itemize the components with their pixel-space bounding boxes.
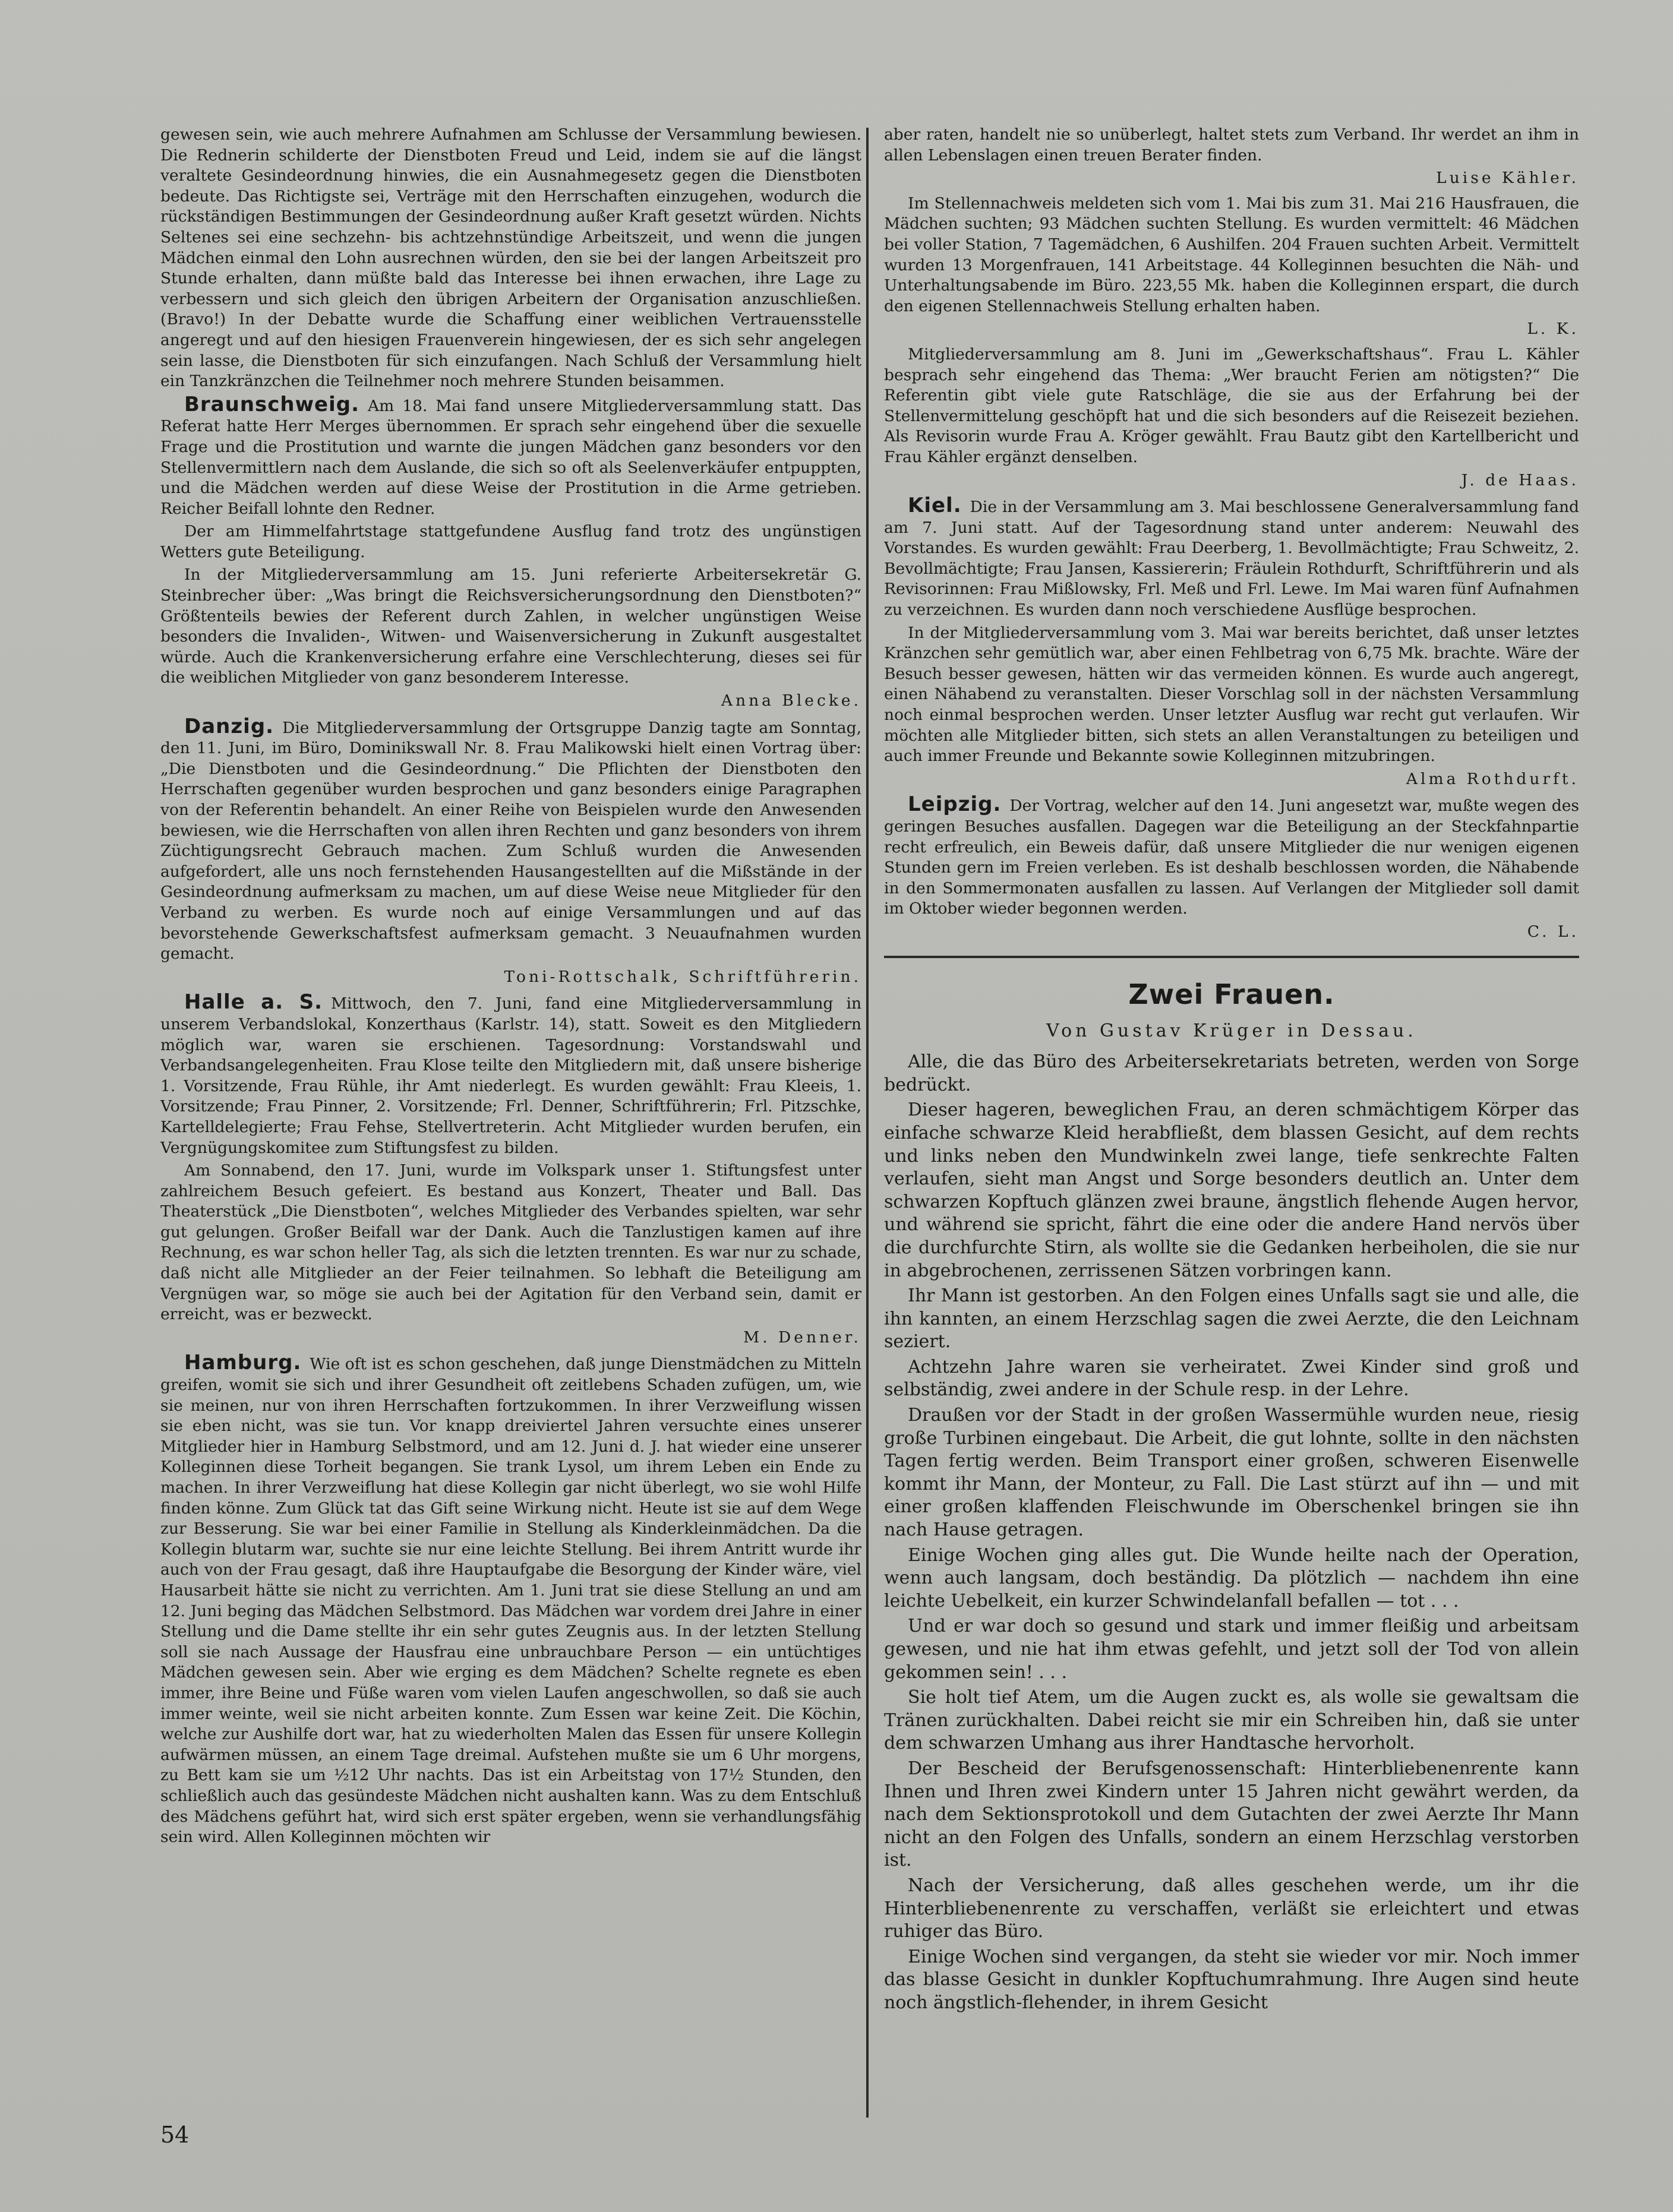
danzig-text: Die Mitgliederversammlung der Ortsgruppe Danzig tagte am Sonntag, den 11. Juni, im Büro, Dominikswall Nr. 8. Frau Malikowski hielt einen Vortrag über: „Die Dienstboten und die Gesindeordnung.“ Die Pflichten der Dienstboten den Herrschaften gegenüber wurden besprochen und ganz besonders einige Paragraphen von der Referentin behandelt. An einer Reihe von Beispielen wurde den Anwesenden bewiesen, wie die Herrschaften von allen ihren Rechten und ganz besonders von ihrem Züchtigungsrecht Gebrauch machen. Zum Schluß wurden die Anwesenden aufgefordert, alle uns noch fernstehenden Hausangestellten auf die Mißstände in der Gesindeordnung aufmerksam zu machen, um auf diese Weise neue Mitglieder für den Verband zu werben. Es wurde noch auf einige Versammlungen und auf das bevorstehende Gewerkschaftsfest aufmerksam gemacht. 3 Neuaufnahmen wurden gemacht. — [160, 718, 861, 963]
section-divider — [884, 956, 1579, 958]
braunschweig-paragraph-3: In der Mitgliederversammlung am 15. Juni referierte Arbeitersekretär G. Steinbrecher über: „Was bringt die Reichsversicherungsordnung den Dienstboten?“ Größtenteils bewies der Referent durch Zahlen, in welcher ungünstigen Weise besonders die Invaliden-, Witwen- und Waisenversicherung in Zukunft ausgestaltet würde. Auch die Krankenversicherung erfahre eine Verschlechterung, dieses sei für die weiblichen Mitglieder von ganz besonderem Interesse. — [160, 565, 861, 687]
article-title: Zwei Frauen. — [1128, 978, 1335, 1010]
halle-text: Mittwoch, den 7. Juni, fand eine Mitgliederversammlung in unserem Verbandslokal, Konzerthaus (Karlstr. 14), statt. Soweit es den Mitgliedern möglich war, waren sie erschienen. Tagesordnung: Vorstandswahl und Verbandsangelegenheiten. Frau Klose teilte den Mitgliedern mit, daß unsere bisherige 1. Vorsitzende, Frau Rühle, ihr Amt niederlegt. Es wurden gewählt: Frau Kleeis, 1. Vorsitzende; Frau Pinner, 2. Vorsitzende; Frl. Denner, Schriftführerin; Frl. Pitzschke, Kartelldelegierte; Frau Fehse, Stellvertreterin. Acht Mitglieder wurden berufen, ein Vergnügungskomitee zum Stiftungsfest zu bilden. — [160, 994, 861, 1157]
article-paragraph: Draußen vor der Stadt in der großen Wassermühle wurden neue, riesig große Turbinen eingebaut. Die Arbeit, die gut lohnte, sollte in den nächsten Tagen fertig werden. Beim Transport einer großen, schweren Eisenwelle kommt ihr Mann, der Monteur, zu Fall. Die Last stürzt auf ihn — und mit einer großen klaffenden Fleischwunde im Oberschenkel bringen sie ihn nach Hause getragen. — [884, 1405, 1579, 1541]
article-paragraph: Ihr Mann ist gestorben. An den Folgen eines Unfalls sagt sie und alle, die ihn kannten, an einem Herzschlag sagen die zwei Aerzte, die den Leichnam seziert. — [884, 1285, 1579, 1353]
hamburg-text: Wie oft ist es schon geschehen, daß junge Dienstmädchen zu Mitteln greifen, womit sie sich und ihrer Gesundheit oft zeitlebens Schaden zufügen, um, wie sie meinen, nur von ihren Herrschaften fortzukommen. In ihrer Verzweiflung wissen sie eben nicht, was sie tun. Vor knapp dreiviertel Jahren versuchte eines unserer Mitglieder hier in Hamburg Selbstmord, und am 12. Juni d. J. hat wieder eine unserer Kolleginnen diese Torheit begangen. Sie trank Lysol, um ihrem Leben ein Ende zu machen. In ihrer Verzweiflung hat diese Kollegin gar nicht überlegt, wo sie wohl Hilfe finden könne. Zum Glück tat das Gift seine Wirkung nicht. Heute ist sie auf dem Wege zur Besserung. Sie war bei einer Familie in Stellung als Kinderkleinmädchen. Da die Kollegin blutarm war, suchte sie nur eine leichte Stellung. Bei ihrem Antritt wurde ihr auch von der Frau gesagt, daß ihre Hauptaufgabe die Besorgung der Kinder wäre, viel Hausarbeit hätte sie nicht zu verrichten. Am 1. Juni trat sie diese Stellung an und am 12. Juni beging das Mädchen Selbstmord. Das Mädchen war vordem drei Jahre in einer Stellung und die Dame stellte ihr ein sehr gutes Zeugnis aus. In der letzten Stellung soll sie nach Aussage der Hausfrau eine unbrauchbare Person — ein untüchtiges Mädchen gewesen sein. Aber wie erging es dem Mädchen? Schelte regnete es eben immer, ihre Beine und Füße waren vom vielen Laufen angeschwollen, so daß sie auch immer weinte, weil sie nicht arbeiten konnte. Zum Essen war keine Zeit. Die Köchin, welche zur Aushilfe dort war, hat zu wiederholten Malen das Essen für unsere Kollegin aufwärmen müssen, an einem Tage dreimal. Aufstehen mußte sie um 6 Uhr morgens, zu Bett kam sie um ½12 Uhr nachts. Das ist ein Arbeitstag von 17½ Stunden, den schließlich auch das gesündeste Mädchen nicht aushalten kann. Was zu dem Entschluß des Mädchens geführt hat, wird sich erst später ergeben, wenn sie verhandlungsfähig sein wird. Allen Kolleginnen möchten wir — [160, 1355, 861, 1847]
column-divider — [866, 128, 869, 2118]
kiel-text: Die in der Versammlung am 3. Mai beschlossene Generalversammlung fand am 7. Juni statt. Auf der Tagesordnung stand unter anderem: Neuwahl des Vorstandes. Es wurden gewählt: Frau Deerberg, 1. Bevollmächtigte; Frau Schweitz, 2. Bevollmächtigte; Frau Jansen, Kassiererin; Fräulein Rothdurft, Schriftführerin und als Revisorinnen: Frau Mißlowsky, Frl. Meß und Frl. Lewe. Im Mai waren fünf Aufnahmen zu verzeichnen. Es wurden dann noch verschiedene Ausflüge besprochen. — [884, 498, 1579, 620]
braunschweig-paragraph-2: Der am Himmelfahrtstage stattgefundene Ausflug fand trotz des ungünstigen Wetters gute Beteiligung. — [160, 522, 861, 561]
article-paragraph: Einige Wochen ging alles gut. Die Wunde heilte nach der Operation, wenn auch langsam, doch beständig. Da plötzlich — nachdem ihn eine leichte Uebelkeit, ein kurzer Schwindelanfall befallen — tot . . . — [884, 1544, 1579, 1611]
article-zwei-frauen — [884, 978, 1579, 2015]
hamburg-continued: aber raten, handelt nie so unüberlegt, haltet stets zum Verband. Ihr werdet an ihm in allen Lebenslagen einen treuen Berater finden. — [884, 125, 1579, 165]
city-heading-leipzig: Leipzig. — [908, 792, 1002, 817]
article-paragraph: Alle, die das Büro des Arbeitersekretariats betreten, werden von Sorge bedrückt. — [884, 1051, 1579, 1095]
article-paragraph: Sie holt tief Atem, um die Augen zuckt es, als wolle sie gewaltsam die Tränen zurückhalten. Dabei reicht sie mir ein Schreiben hin, daß sie unter dem schwarzen Umhang aus ihrer Handtasche hervorholt. — [884, 1687, 1579, 1754]
hamburg-signature: Luise Kähler. — [1436, 169, 1579, 188]
article-paragraph: Und er war doch so gesund und stark und immer fleißig und arbeitsam gewesen, und nie hat ihm etwas gefehlt, und jetzt soll der Tod von allein gekommen sein! . . . — [884, 1616, 1579, 1683]
stellennachweis-paragraph: Im Stellennachweis meldeten sich vom 1. Mai bis zum 31. Mai 216 Hausfrauen, die Mädchen suchten; 93 Mädchen suchten Stellung. Es wurden vermittelt: 46 Mädchen bei voller Station, 7 Tagemädchen, 6 Aushilfen. 204 Frauen suchten Arbeit. Vermittelt wurden 13 Morgenfrauen, 141 Arbeitstage. 44 Kolleginnen besuchten die Näh- und Unterhaltungsabende im Büro. 223,55 Mk. haben die Kolleginnen erspart, die durch den eigenen Stellennachweis Stellung erhalten haben. — [884, 194, 1579, 315]
kiel-signature: Alma Rothdurft. — [1406, 769, 1579, 788]
braunschweig-report — [160, 394, 861, 520]
city-heading-kiel: Kiel. — [908, 494, 962, 518]
halle-report — [160, 992, 861, 1158]
braunschweig-text: Am 18. Mai fand unsere Mitgliederversammlung statt. Das Referat hatte Herr Merges übernommen. Er sprach sehr eingehend über die sexuelle Frage und die Prostitution und warnte die jungen Mädchen ganz besonders vor den Stellenvermittlern nach dem Auslande, die sich so oft als Seelenverkäufer entpuppten, und die Mädchen werden auf diese Weise der Prostitution in die Arme getrieben. Reicher Beifall lohnte den Redner. — [160, 396, 861, 518]
intro-paragraph: gewesen sein, wie auch mehrere Aufnahmen am Schlusse der Versammlung bewiesen. Die Rednerin schilderte der Dienstboten Freud und Leid, indem sie auf die längst veraltete Gesindeordnung hinwies, die ein Ausnahmegesetz gegen die Dienstboten bedeute. Das Richtigste sei, Verträge mit den Herrschaften einzugehen, wodurch die rückständigen Bestimmungen der Gesindeordnung außer Kraft gesetzt würden. Nichts Seltenes sei eine sechzehn- bis achtzehnstündige Arbeitszeit, und wenn die jungen Mädchen einmal den Lohn ausrechnen würden, den sie bei der langen Arbeitszeit pro Stunde erhalten, dann müßte bald das Interesse bei ihnen erwachen, ihre Lage zu verbessern und sich gleich den übrigen Arbeitern der Organisation anzuschließen. (Bravo!) In der Debatte wurde die Schaffung einer weiblichen Vertrauensstelle angeregt und auf den hiesigen Frauenverein hingewiesen, der es sich sehr angelegen sein lasse, die Dienstboten für sich einzufangen. Nach Schluß der Versammlung hielt ein Tanzkränzchen die Teilnehmer noch mehrere Stunden beisammen. — [160, 125, 861, 391]
stellennachweis-signature: L. K. — [1527, 320, 1579, 339]
danzig-signature: Toni-Rottschalk, Schriftführerin. — [504, 967, 861, 986]
halle-paragraph-2: Am Sonnabend, den 17. Juni, wurde im Volkspark unser 1. Stiftungsfest unter zahlreichem Besuch gefeiert. Es bestand aus Konzert, Theater und Ball. Das Theaterstück „Die Dienstboten“, welches Mitglieder des Verbandes spielten, war sehr gut gelungen. Großer Beifall war der Dank. Auch die Tanzlustigen kamen auf ihre Rechnung, es war schon heller Tag, als sich die letzten trennten. Es war nur zu schade, daß nicht alle Mitglieder an der Feier teilnahmen. So lebhaft die Beteiligung am Vergnügen war, so möge sie auch bei der Agitation für den Verband sein, damit er erreicht, was er bezweckt. — [160, 1161, 861, 1324]
city-heading-danzig: Danzig. — [184, 714, 274, 738]
leipzig-report — [884, 794, 1579, 919]
kiel-paragraph-2: In der Mitgliederversammlung vom 3. Mai war bereits berichtet, daß unser letztes Kränzchen sehr gemütlich war, aber einen Fehlbetrag von 6,75 Mk. brachte. Wäre der Besuch besser gewesen, hätten wir das vermeiden können. Es wurde auch angeregt, einen Nähabend zu veranstalten. Dieser Vorschlag soll in der nächsten Versammlung noch einmal besprochen werden. Unser letzter Ausflug war recht gut verlaufen. Wir möchten alle Mitglieder bitten, sich stets an allen Veranstaltungen zu beteiligen und auch immer Freunde und Bekannte sowie Kolleginnen mitzubringen. — [884, 623, 1579, 766]
article-paragraph: Einige Wochen sind vergangen, da steht sie wieder vor mir. Noch immer das blasse Gesicht in dunkler Kopftuchumrahmung. Ihre Augen sind heute noch ängstlich-flehender, in ihrem Gesicht — [884, 1946, 1579, 2013]
leipzig-signature: C. L. — [1527, 922, 1579, 941]
mitgliederversammlung-paragraph: Mitgliederversammlung am 8. Juni im „Gewerkschaftshaus“. Frau L. Kähler besprach sehr eingehend das Thema: „Wer braucht Ferien am nötigsten?“ Die Referentin gibt viele gute Ratschläge, die sie aus der Erfahrung bei der Stellenvermittelung geschöpft hat und die sich besonders auf die Reisezeit beziehen. Als Revisorin wurde Frau A. Kröger gewählt. Frau Bautz gibt den Kartellbericht und Frau Kähler ergänzt denselben. — [884, 345, 1579, 466]
braunschweig-signature: Anna Blecke. — [721, 691, 861, 710]
leipzig-text: Der Vortrag, welcher auf den 14. Juni angesetzt war, mußte wegen des geringen Besuches ausfallen. Dagegen war die Beteiligung an der Steckfahnpartie recht erfreulich, ein Beweis dafür, daß unsere Mitglieder die nur wenigen eigenen Stunden gern im Freien verleben. Es ist deshalb beschlossen worden, die Nähabende in den Sommermonaten ausfallen zu lassen. Auf Verlangen der Mitglieder soll damit im Oktober wieder begonnen werden. — [884, 797, 1579, 918]
right-column — [884, 125, 1579, 2121]
halle-signature: M. Denner. — [743, 1328, 861, 1347]
kiel-report — [884, 495, 1579, 621]
danzig-report — [160, 716, 861, 965]
article-paragraph: Achtzehn Jahre waren sie verheiratet. Zwei Kinder sind groß und selbständig, zwei andere in der Schule resp. in der Lehre. — [884, 1356, 1579, 1401]
hamburg-report — [160, 1353, 861, 1847]
article-paragraph: Nach der Versicherung, daß alles geschehen werde, um ihr die Hinterbliebenenrente zu verschaffen, verläßt sie erleichtert und etwas ruhiger das Büro. — [884, 1875, 1579, 1942]
city-heading-braunschweig: Braunschweig. — [184, 392, 360, 416]
city-heading-halle: Halle a. S. — [184, 990, 323, 1015]
article-paragraph: Dieser hageren, beweglichen Frau, an deren schmächtigem Körper das einfache schwarze Kleid herabfließt, dem blassen Gesicht, auf dem rechts und links neben den Mundwinkeln zwei lange, tiefe senkrechte Falten verlaufen, sieht man Angst und Sorge besonders deutlich an. Unter dem schwarzen Kopftuch glänzen zwei braune, ängstlich flehende Augen hervor, und während sie spricht, fährt die eine oder die andere Hand nervös über die durchfurchte Stirn, als wollte sie die Gedanken herbeiholen, die sie nur in abgebrochenen, zerrissenen Sätzen vorbringen kann. — [884, 1099, 1579, 1281]
city-heading-hamburg: Hamburg. — [184, 1351, 302, 1375]
article-byline: Von Gustav Krüger in Dessau. — [1046, 1020, 1417, 1041]
article-paragraph: Der Bescheid der Berufsgenossenschaft: Hinterbliebenenrente kann Ihnen und Ihren zwei Kindern unter 15 Jahren nicht gewährt werden, da nach dem Sektionsprotokoll und dem Gutachten der zwei Aerzte Ihr Mann nicht an den Folgen des Unfalls, sondern an einem Herzschlag verstorben ist. — [884, 1758, 1579, 1871]
mitgliederversammlung-signature: J. de Haas. — [1461, 470, 1579, 489]
page-number: 54 — [160, 2122, 190, 2148]
left-column — [160, 125, 861, 2121]
